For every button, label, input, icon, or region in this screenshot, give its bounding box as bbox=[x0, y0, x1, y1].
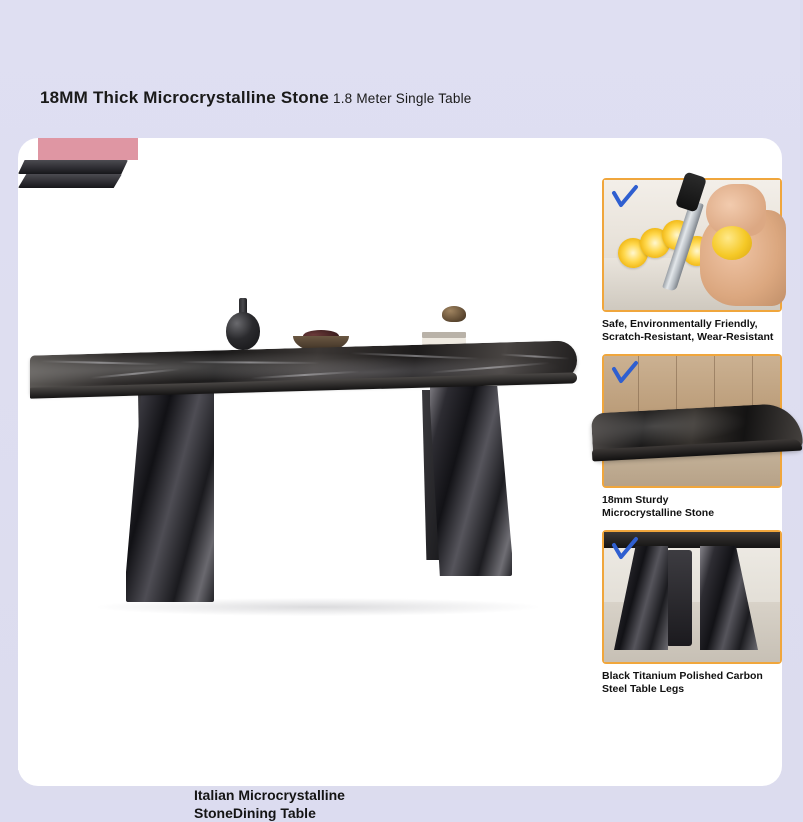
thumb3-chair-leg bbox=[666, 550, 692, 646]
feature-caption-2 bbox=[602, 494, 792, 520]
product-caption-line1: Italian Microcrystalline bbox=[194, 787, 345, 803]
table-leg-left-front bbox=[126, 388, 214, 602]
decor-vase bbox=[226, 298, 260, 350]
feature-caption-3 bbox=[602, 670, 792, 696]
feature-item-2 bbox=[602, 354, 782, 520]
feature-thumbnail-1[interactable] bbox=[602, 178, 782, 312]
table-leg-right-front bbox=[430, 386, 512, 576]
feature-caption-1 bbox=[602, 318, 792, 344]
check-icon bbox=[612, 362, 638, 388]
vase-body bbox=[226, 312, 260, 350]
feature-item-1 bbox=[602, 178, 782, 344]
table-top bbox=[30, 348, 577, 394]
page-title bbox=[40, 88, 472, 108]
feature-caption-2-line1: 18mm Sturdy bbox=[602, 494, 669, 506]
scene-background bbox=[18, 160, 593, 770]
feature-caption-2-line2: Microcrystalline Stone bbox=[602, 507, 715, 519]
decor-bowl-small bbox=[442, 306, 466, 322]
feature-list bbox=[602, 178, 782, 706]
feature-thumbnail-3[interactable] bbox=[602, 530, 782, 664]
feature-caption-1-line1: Safe, Environmentally Friendly, bbox=[602, 318, 758, 330]
feature-thumbnail-2[interactable] bbox=[602, 354, 782, 488]
whole-lemon bbox=[712, 226, 752, 260]
feature-caption-1-line2: Scratch-Resistant, Wear-Resistant bbox=[602, 331, 774, 343]
check-icon bbox=[612, 186, 638, 212]
check-icon bbox=[612, 538, 638, 564]
table-foot-right bbox=[18, 174, 122, 188]
feature-caption-3-line1: Black Titanium Polished Carbon bbox=[602, 670, 763, 682]
feature-item-3 bbox=[602, 530, 782, 696]
product-caption bbox=[194, 786, 345, 822]
product-caption-line2: StoneDining Table bbox=[194, 805, 316, 821]
table-foot-left bbox=[18, 160, 128, 174]
main-product-image bbox=[18, 160, 593, 770]
page-title-main: 18MM Thick Microcrystalline Stone bbox=[40, 88, 330, 107]
feature-caption-3-line2: Steel Table Legs bbox=[602, 683, 685, 695]
page-title-sub: 1.8 Meter Single Table bbox=[333, 91, 472, 106]
product-card bbox=[18, 138, 782, 821]
